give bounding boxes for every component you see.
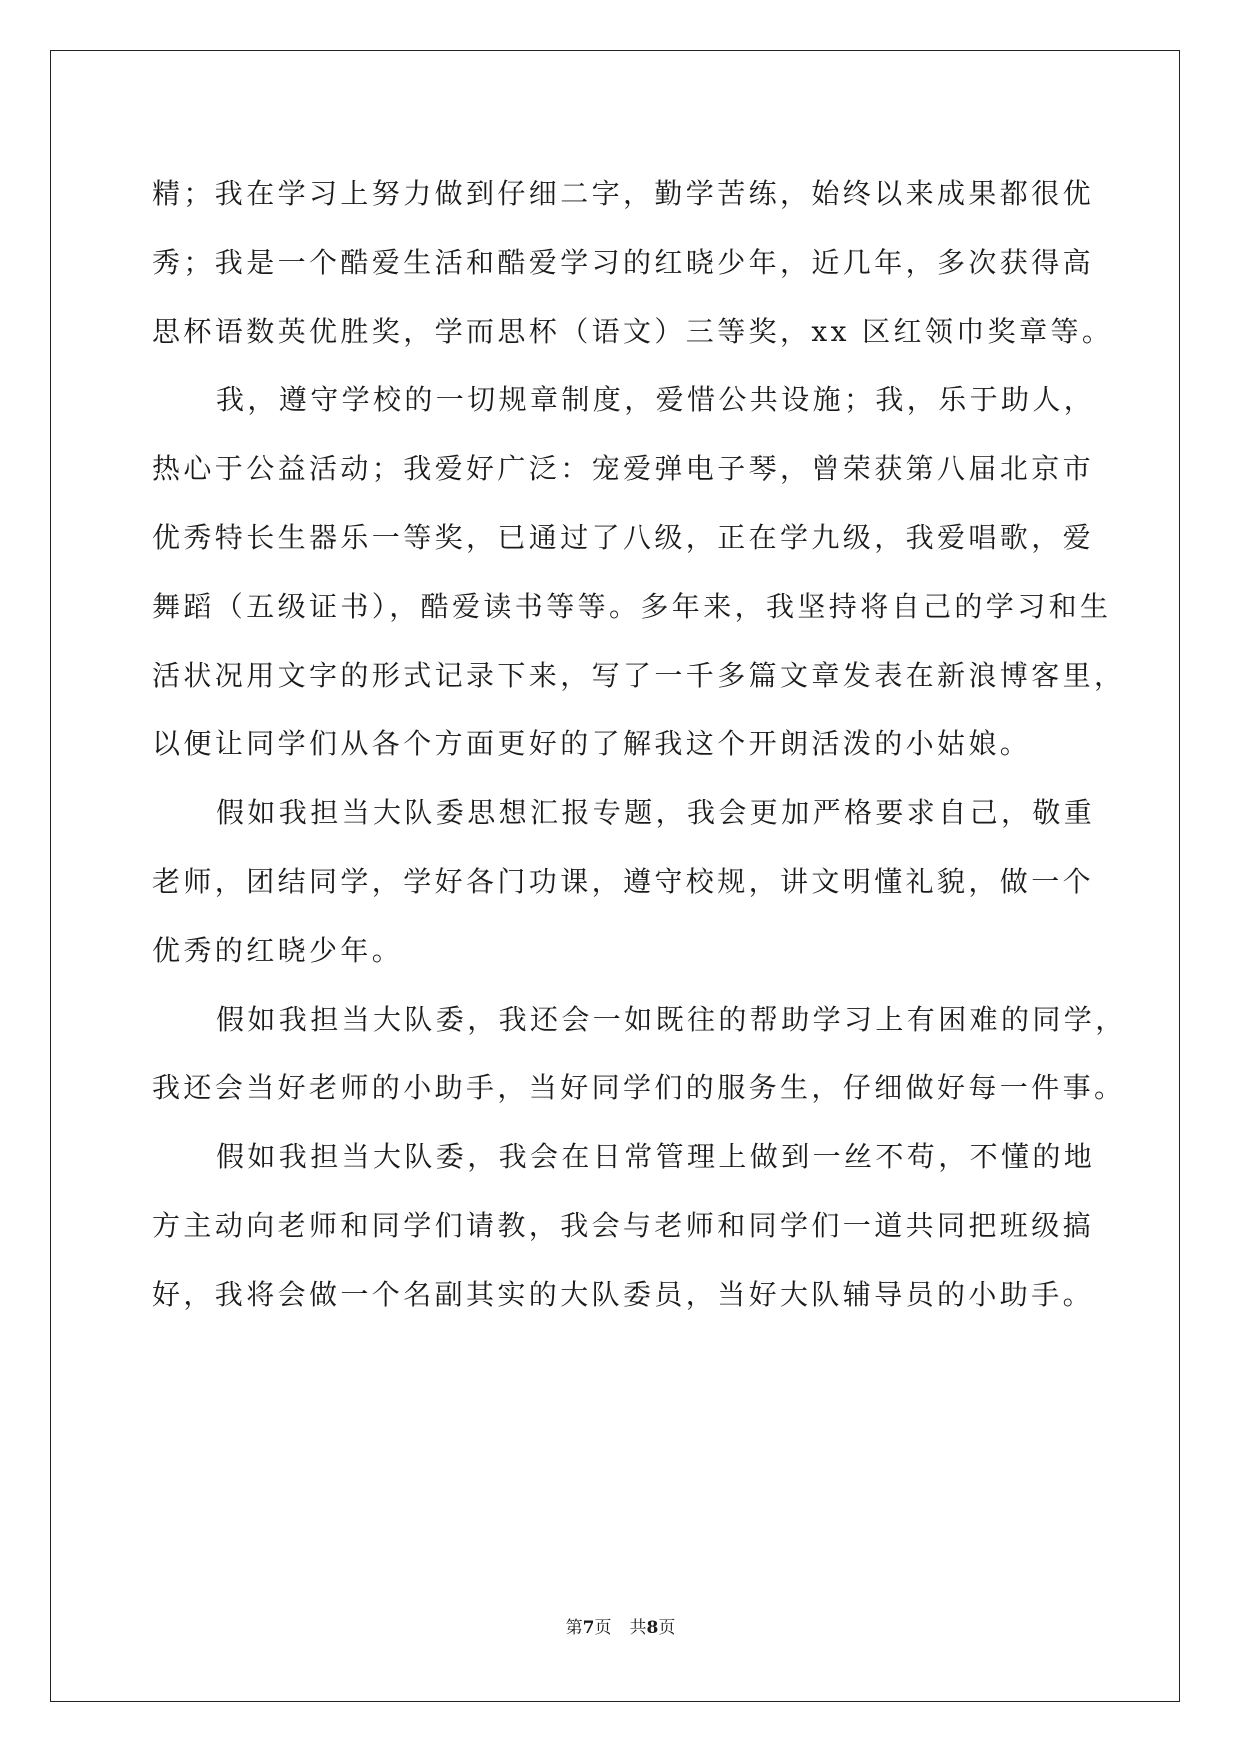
page-footer — [0, 1617, 1241, 1639]
text-line: 秀；我是一个酷爱生活和酷爱学习的红晓少年，近几年，多次获得高 — [152, 245, 1095, 279]
text-line: 好，我将会做一个名副其实的大队委员，当好大队辅导员的小助手。 — [152, 1277, 1095, 1311]
text-line: 我还会当好老师的小助手，当好同学们的服务生，仔细做好每一件事。 — [152, 1071, 1126, 1105]
text-line: 方主动向老师和同学们请教，我会与老师和同学们一道共同把班级搞 — [152, 1208, 1095, 1242]
text-line: 活状况用文字的形式记录下来，写了一千多篇文章发表在新浪博客里， — [152, 658, 1126, 692]
text-line: 精；我在学习上努力做到仔细二字，勤学苦练，始终以来成果都很优 — [152, 177, 1095, 210]
text-line: 假如我担当大队委，我还会一如既往的帮助学习上有困难的同学， — [216, 1002, 1127, 1036]
text-line: 假如我担当大队委思想汇报专题，我会更加严格要求自己，敬重 — [216, 796, 1096, 830]
text-line: 优秀特长生器乐一等奖，已通过了八级，正在学九级，我爱唱歌，爱 — [152, 520, 1095, 554]
total-pages: 共8页 — [629, 1618, 676, 1638]
text-line: 老师，团结同学，学好各门功课，遵守校规，讲文明懂礼貌，做一个 — [152, 864, 1095, 898]
text-line: 舞蹈（五级证书），酷爱读书等等。多年来，我坚持将自己的学习和生 — [152, 589, 1112, 623]
text-line: 优秀的红晓少年。 — [152, 933, 404, 967]
document-body — [152, 160, 1127, 1330]
page-number: 第7页 — [565, 1618, 612, 1638]
text-line: 我，遵守学校的一切规章制度，爱惜公共设施；我，乐于助人， — [216, 383, 1096, 417]
text-line: 思杯语数英优胜奖，学而思杯（语文）三等奖，xx 区红领巾奖章等。 — [152, 314, 1114, 348]
text-line: 假如我担当大队委，我会在日常管理上做到一丝不苟，不懂的地 — [216, 1140, 1096, 1174]
text-line: 热心于公益活动；我爱好广泛：宠爱弹电子琴，曾荣获第八届北京市 — [152, 452, 1095, 486]
text-line: 以便让同学们从各个方面更好的了解我这个开朗活泼的小姑娘。 — [152, 727, 1032, 761]
